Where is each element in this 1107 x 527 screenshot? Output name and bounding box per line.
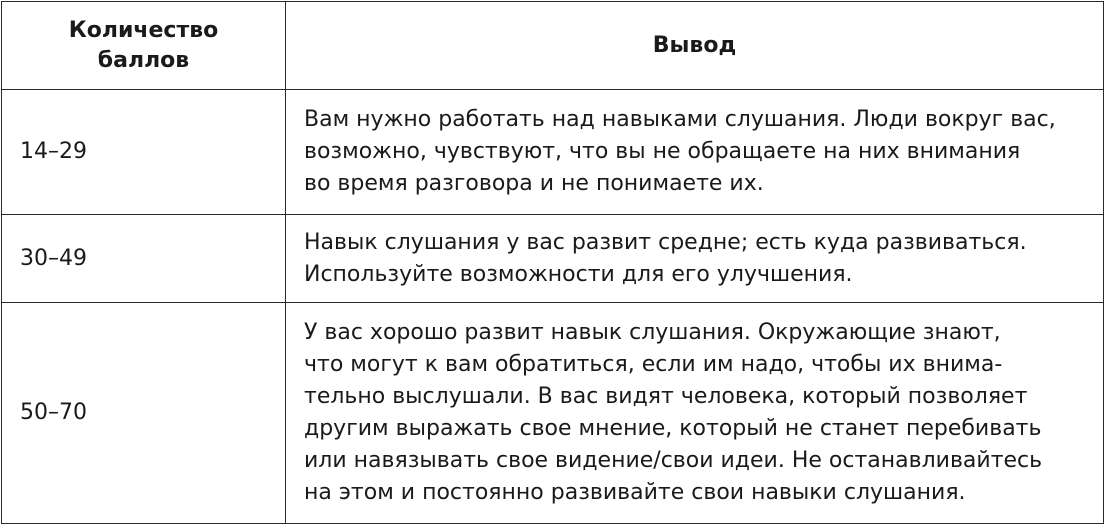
conclusion-line: тельно выслушали. В вас видят человека, который позволяет [304, 384, 1028, 409]
table-row [2, 215, 1104, 303]
conclusion-line: У вас хорошо развит навык слушания. Окружающие знают, [304, 320, 1001, 345]
conclusion-cell [286, 303, 1104, 524]
table-row [2, 303, 1104, 524]
table-row [2, 90, 1104, 215]
score-header-line2: баллов [97, 47, 190, 73]
score-cell: 50–70 [2, 303, 286, 524]
conclusion-cell [286, 90, 1104, 215]
score-cell: 30–49 [2, 215, 286, 303]
conclusion-column-header: Вывод [286, 2, 1104, 90]
conclusion-line: Вам нужно работать над навыками слушания. Люди вокруг вас, [304, 107, 1056, 132]
conclusion-line: во время разговора и не понимаете их. [304, 171, 764, 196]
score-table [1, 1, 1104, 524]
conclusion-cell [286, 215, 1104, 303]
score-column-header [2, 2, 286, 90]
conclusion-line: Используйте возможности для его улучшения. [304, 261, 853, 287]
conclusion-line: на этом и постоянно развивайте свои навыки слушания. [304, 480, 966, 505]
conclusion-line: что могут к вам обратиться, если им надо, чтобы их внима- [304, 352, 1003, 377]
conclusion-line: возможно, чувствуют, что вы не обращаете на них внимания [304, 139, 1021, 164]
conclusion-line: другим выражать свое мнение, который не станет перебивать [304, 416, 1042, 441]
score-cell: 14–29 [2, 90, 286, 215]
conclusion-line: Навык слушания у вас развит средне; есть куда развиваться. [304, 229, 1027, 255]
conclusion-line: или навязывать свое видение/свои идеи. Не останавливайтесь [304, 448, 1043, 473]
table-header-row [2, 2, 1104, 90]
score-header-line1: Количество [68, 17, 219, 43]
